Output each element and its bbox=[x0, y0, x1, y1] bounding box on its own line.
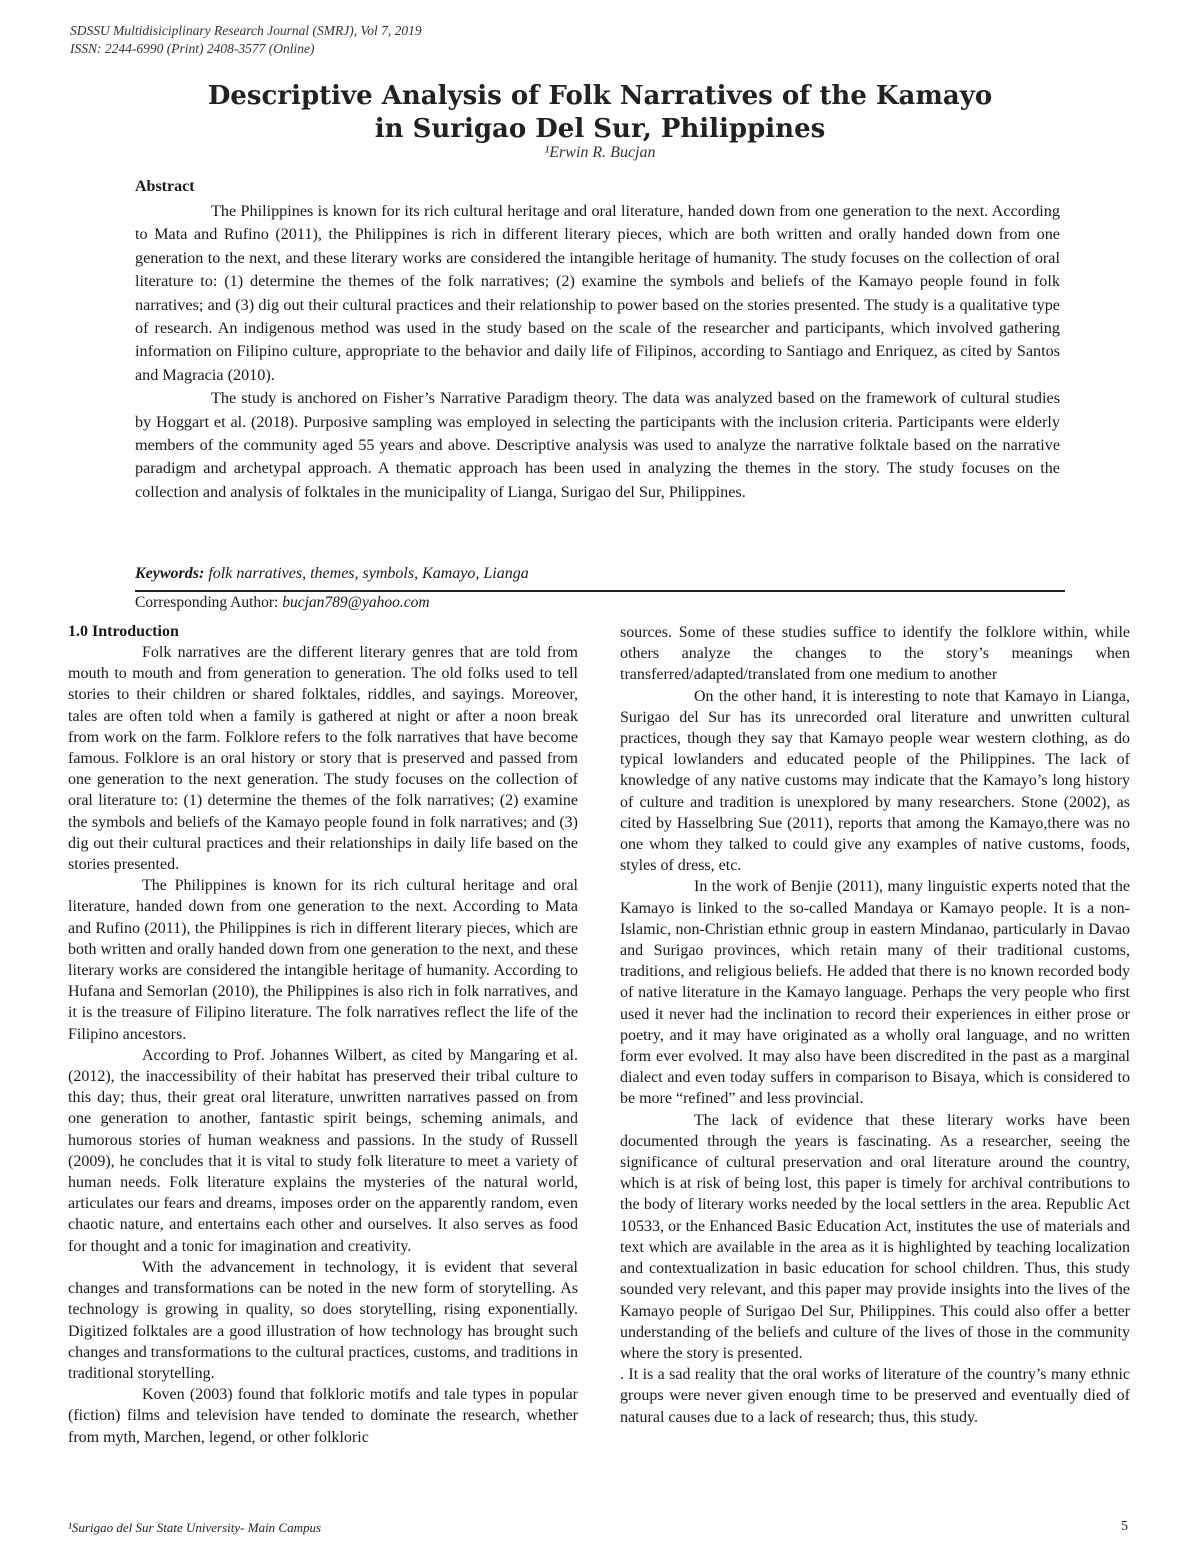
issn-line: ISSN: 2244-6990 (Print) 2408-3577 (Online) bbox=[70, 41, 315, 56]
corresponding-email[interactable]: bucjan789@yahoo.com bbox=[282, 594, 430, 611]
author-name: ¹Erwin R. Bucjan bbox=[544, 144, 656, 161]
right-paragraph-4: The lack of evidence that these literary works have been documented through the years is fascinating. As a researcher, seeing the significance of cultural preservation and oral literature around the country, which is at risk of being lost, this paper is timely for archival contributions to the body of literary works needed by the local settlers in the area. Republic Act 10533, or the Enhanced Basic Education Act, institutes the use of materials and text which are available in the area as it is highlighted by teaching localization and contextualization in basic education for school children. Thus, this study sounded very relevant, and this paper may provide insights into the lives of the Kamayo people of Surigao Del Sur, Philippines. This could also offer a better understanding of the beliefs and culture of the lives of those in the community where the story is presented. bbox=[620, 1111, 1130, 1362]
introduction-heading: 1.0 Introduction bbox=[68, 623, 179, 640]
section-divider bbox=[135, 590, 1065, 592]
corresponding-label: Corresponding Author: bbox=[135, 594, 279, 611]
right-paragraph-5: . It is a sad reality that the oral works of literature of the country’s many ethnic groups were never given enough time to be preserved and eventually died of natural causes due to a lack of research; thus, this study. bbox=[620, 1366, 1130, 1426]
title-line-1: Descriptive Analysis of Folk Narratives of the Kamayo bbox=[207, 81, 993, 111]
right-paragraph-3: In the work of Benjie (2011), many linguistic experts noted that the Kamayo is linked to the so-called Mandaya or Kamayo people. It is a non-Islamic, non-Christian ethnic group in eastern Mindanao, particularly in Davao and Surigao provinces, which retain many of their traditional customs, traditions, and religious beliefs. He added that there is no known recorded body of native literature in the Kamayo language. Perhaps the very people who first used it never had the inclination to record their experiences in either prose or poetry, and it may have originated as a wholly oral language, and no written form ever evolved. It may also have been discredited in the past as a marginal dialect and even today suffers in comparison to Bisaya, which is considered to be more “refined” and less provincial. bbox=[620, 878, 1130, 1108]
intro-paragraph-3: According to Prof. Johannes Wilbert, as cited by Mangaring et al. (2012), the inaccessibility of their habitat has preserved their tribal culture to this day; thus, their great oral literature, unwritten narratives passed on from one generation to another, fantastic spirit beings, scheming animals, and humorous stories of human weakness and passions. In the study of Russell (2009), he concludes that it is vital to study folk literature to meet a variety of human needs. Folk literature explains the mysteries of the natural world, articulates our fears and dreams, imposes order on the apparently random, even chaotic nature, and entertains each other and ourselves. It also serves as food for thought and a tonic for imagination and creativity. bbox=[68, 1046, 578, 1255]
title-line-2: in Surigao Del Sur, Philippines bbox=[374, 114, 826, 144]
abstract-section bbox=[135, 178, 1060, 504]
page-number: 5 bbox=[1121, 1519, 1128, 1534]
intro-paragraph-1: Folk narratives are the different literary genres that are told from mouth to mouth and from generation to generation. The old folks used to tell stories to their children or shared folktales, riddles, and sayings. Moreover, tales are often told when a family is gathered at night or after a noon break from work on the farm. Folklore refers to the folk narratives that have become famous. Folklore is an oral history or story that is preserved and passed from one generation to the next generation. The study focuses on the collection of oral literature to: (1) determine the themes of the folk narratives; (2) examine the symbols and beliefs of the Kamayo people found in folk narratives; and (3) dig out their cultural practices and their relationships in daily life based on the stories presented. bbox=[68, 644, 578, 874]
abstract-paragraph-1: The Philippines is known for its rich cultural heritage and oral literature, handed down from one generation to the next. According to Mata and Rufino (2011), the Philippines is rich in different literary pieces, which are both written and orally handed down from one generation to the next, and these literary works are considered the intangible heritage of humanity. The study focuses on the collection of oral literature to: (1) determine the themes of the folk narratives; (2) examine the symbols and beliefs of the Kamayo people found in folk narratives; and (3) dig out their cultural practices and their relationship to power based on the stories presented. The study is a qualitative type of research. An indigenous method was used in the study based on the scale of the researcher and participants, which involved gathering information on Filipino culture, appropriate to the behavior and daily life of Filipinos, according to Santiago and Enriquez, as cited by Santos and Magracia (2010). bbox=[135, 202, 1060, 384]
journal-name: SDSSU Multidisiciplinary Research Journal (SMRJ), Vol 7, 2019 bbox=[70, 23, 422, 38]
right-paragraph-1: sources. Some of these studies suffice to identify the folklore within, while others analyze the changes to the story’s meanings when transferred/adapted/translated from one medium to another bbox=[620, 624, 1130, 684]
keywords-label: Keywords: bbox=[135, 565, 205, 582]
intro-paragraph-2: The Philippines is known for its rich cultural heritage and oral literature, handed down from one generation to the next. According to Mata and Rufino (2011), the Philippines is rich in different literary pieces, which are both written and orally handed down from one generation to the next, and these literary works are considered the intangible heritage of humanity. According to Hufana and Semorlan (2010), the Philippines is also rich in folk narratives, and it is the treasure of Filipino literature. The folk narratives reflect the life of the Filipino ancestors. bbox=[68, 877, 578, 1043]
intro-paragraph-5: Koven (2003) found that folkloric motifs and tale types in popular (fiction) films and television have tended to dominate the research, whether from myth, Marchen, legend, or other folkloric bbox=[68, 1386, 578, 1446]
left-column bbox=[68, 622, 578, 1448]
right-paragraph-2: On the other hand, it is interesting to note that Kamayo in Lianga, Surigao del Sur has its unrecorded oral literature and unwritten cultural practices, though they say that Kamayo people wear western clothing, as do typical lowlanders and educated people of the Philippines. The lack of knowledge of any native customs may indicate that the Kamayo’s long history of culture and tradition is unexplored by many researchers. Stone (2002), as cited by Hasselbring Sue (2011), reports that among the Kamayo,there was no one whom they talked to could give any examples of native customs, foods, styles of dress, etc. bbox=[620, 687, 1130, 875]
right-column bbox=[620, 622, 1130, 1428]
abstract-paragraph-2: The study is anchored on Fisher’s Narrative Paradigm theory. The data was analyzed based on the framework of cultural studies by Hoggart et al. (2018). Purposive sampling was employed in selecting the participants with the inclusion criteria. Participants were elderly members of the community aged 55 years and above. Descriptive analysis was used to analyze the narrative folktale based on the narrative paradigm and archetypal approach. A thematic approach has been used in analyzing the themes in the story. The study focuses on the collection and analysis of folktales in the municipality of Lianga, Surigao del Sur, Philippines. bbox=[135, 389, 1060, 501]
abstract-heading: Abstract bbox=[135, 178, 195, 195]
paper-title bbox=[0, 80, 1200, 146]
intro-paragraph-4: With the advancement in technology, it is evident that several changes and transformations can be noted in the new form of storytelling. As technology is growing in quality, so does storytelling, rising exponentially. Digitized folktales are a good illustration of how technology has brought such changes and transformations to the cultural practices, customs, and traditions in traditional storytelling. bbox=[68, 1258, 578, 1382]
corresponding-author bbox=[135, 594, 430, 612]
keywords-text: folk narratives, themes, symbols, Kamayo, Lianga bbox=[208, 565, 529, 582]
affiliation-footnote: ¹Surigao del Sur State University- Main Campus bbox=[68, 1520, 322, 1535]
keywords-line bbox=[135, 565, 529, 583]
running-head bbox=[70, 22, 422, 58]
